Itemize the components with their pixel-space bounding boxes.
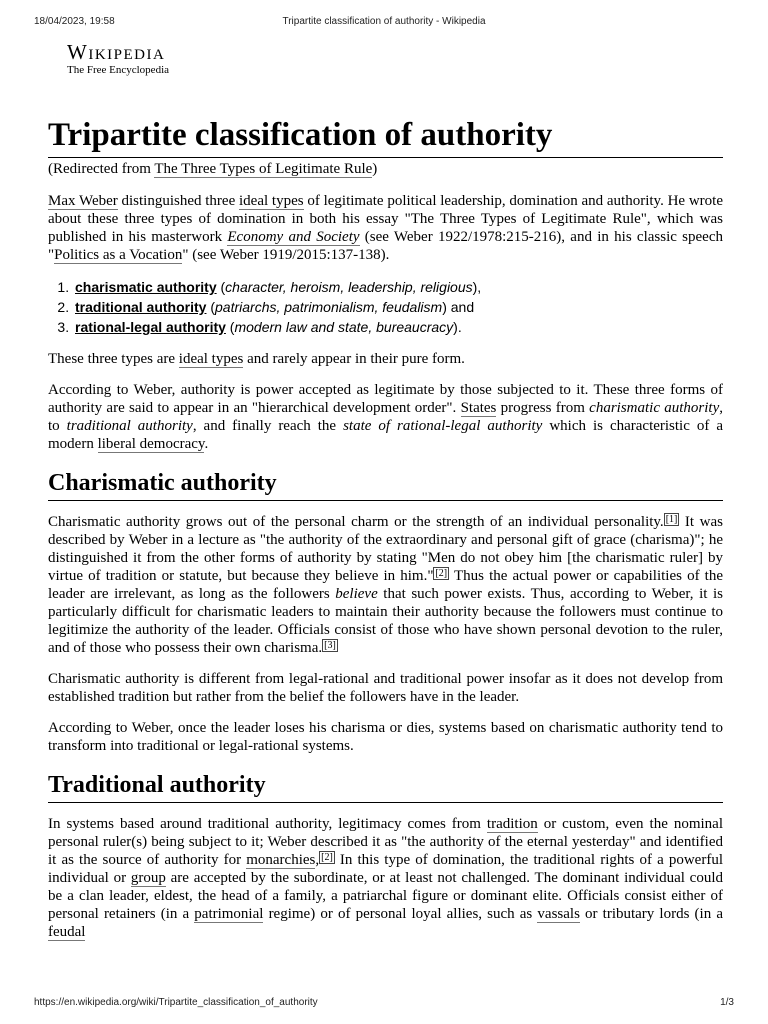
list-item — [73, 277, 723, 297]
redirect-notice — [48, 160, 723, 178]
ideal-types-paragraph — [48, 350, 723, 368]
redirect-suffix: ) — [372, 161, 378, 177]
states-link[interactable]: States — [460, 400, 497, 416]
reference-2[interactable]: [2] — [435, 568, 448, 579]
emphasis: traditional authority — [66, 418, 193, 434]
list-description: modern law and state, bureaucracy — [234, 319, 454, 335]
intro-text: " (see Weber 1919/2015:137-138). — [182, 247, 390, 263]
paragraph-text: Thus the actual power or capabilities of the leader are irrelevant, as long as the followers — [48, 568, 723, 602]
paragraph-text: are accepted by the subordinate, or at least not challenged. The dominant individual could be a clan leader, eldest, the head of a family, a patriarchal figure or dominant elite. Officials consist either of personal retainers (in a — [48, 870, 723, 922]
rational-legal-authority-link[interactable]: rational-legal authority — [75, 319, 226, 335]
list-item — [73, 297, 723, 317]
feudal-link[interactable]: feudal — [48, 924, 86, 940]
list-text: ( — [216, 279, 226, 295]
ideal-types-link[interactable]: ideal types — [178, 351, 244, 367]
authority-types-list — [48, 277, 723, 337]
emphasis: charismatic authority — [589, 400, 720, 416]
section-heading-charismatic: Charismatic authority — [48, 468, 723, 501]
paragraph-text: progress from — [496, 400, 590, 416]
article-body — [48, 114, 723, 954]
paragraph-text: . — [204, 436, 209, 452]
print-datetime: 18/04/2023, 19:58 — [34, 16, 115, 27]
economy-and-society-link[interactable]: Economy and Society — [227, 229, 360, 245]
monarchies-link[interactable]: monarchies — [246, 852, 316, 868]
list-item — [73, 317, 723, 337]
intro-text: of legitimate political leadership, domination and authority. He wrote about these three types of domination in both his essay "The Three Types of Legitimate Rule", which was published in his masterwork — [48, 193, 723, 245]
list-text: ). — [453, 319, 462, 335]
list-description: patriarchs, patrimonialism, feudalism — [215, 299, 443, 315]
intro-text: (see Weber 1922/1978:215-216), and in his classic speech " — [48, 229, 723, 263]
list-text: ( — [225, 319, 235, 335]
paragraph-text: and rarely appear in their pure form. — [243, 351, 465, 367]
politics-as-a-vocation-link[interactable]: Politics as a Vocation — [54, 247, 183, 263]
print-page-title: Tripartite classification of authority - Wikipedia — [282, 16, 486, 27]
list-description: character, heroism, leadership, religious — [225, 279, 473, 295]
charismatic-authority-link[interactable]: charismatic authority — [75, 279, 217, 295]
redirect-link[interactable]: The Three Types of Legitimate Rule — [154, 161, 373, 177]
logo-wordmark: Wikipedia — [67, 40, 166, 64]
paragraph-text: , to — [48, 400, 724, 434]
reference-2[interactable]: [2] — [321, 852, 333, 863]
weber-definition-paragraph — [48, 381, 723, 453]
ideal-types-link[interactable]: ideal types — [239, 193, 304, 209]
paragraph-text: that such power exists. Thus, according to Weber, it is particularly difficult for charismatic leaders to maintain their authority because the followers must continue to legitimize the authority of the leader. Officials consist of those who have shown personal devotion to the ruler, and of those who possess their own charisma. — [48, 586, 723, 656]
paragraph-text: or custom, even the nominal personal ruler(s) being subject to it; Weber described it as "the authority of the eternal yesterday" and identified it as the source of authority for — [48, 816, 723, 868]
paragraph-text: regime) or of personal loyal allies, such as — [263, 906, 538, 922]
intro-paragraph — [48, 192, 723, 264]
tradition-link[interactable]: tradition — [486, 816, 538, 832]
page-title: Tripartite classification of authority — [48, 114, 723, 158]
max-weber-link[interactable]: Max Weber — [48, 193, 118, 209]
paragraph-text: In this type of domination, the traditional rights of a powerful individual or — [48, 852, 723, 886]
list-text: ( — [206, 299, 216, 315]
paragraph-text: These three types are — [48, 351, 179, 367]
wikipedia-logo[interactable] — [67, 41, 169, 77]
vassals-link[interactable]: vassals — [537, 906, 580, 922]
patrimonial-link[interactable]: patrimonial — [194, 906, 264, 922]
paragraph-text: In systems based around traditional authority, legitimacy comes from — [48, 816, 487, 832]
charismatic-paragraph-1 — [48, 513, 723, 657]
paragraph-text: According to Weber, authority is power accepted as legitimate by those subjected to it. These three forms of authority are said to appear in an "hierarchical development order". — [48, 382, 723, 416]
intro-text: distinguished three — [117, 193, 240, 209]
print-page-number: 1/3 — [720, 997, 734, 1008]
traditional-paragraph-1 — [48, 815, 723, 941]
redirect-prefix: (Redirected from — [48, 161, 155, 177]
paragraph-text: , and finally reach the — [192, 418, 344, 434]
liberal-democracy-link[interactable]: liberal democracy — [97, 436, 205, 452]
reference-3[interactable]: [3] — [324, 640, 336, 651]
emphasis: state of rational-legal authority — [343, 418, 543, 434]
charismatic-paragraph-2: Charismatic authority is different from legal-rational and traditional power insofar as it does not develop from established tradition but rather from the belief the followers have in the leader. — [48, 671, 723, 705]
list-text: ), — [472, 279, 482, 295]
logo-tagline: The Free Encyclopedia — [67, 64, 170, 76]
print-url: https://en.wikipedia.org/wiki/Tripartite_classification_of_authority — [34, 997, 318, 1008]
paragraph-text: , — [315, 852, 320, 868]
traditional-authority-link[interactable]: traditional authority — [75, 299, 207, 315]
charismatic-paragraph-3: According to Weber, once the leader loses his charisma or dies, systems based on charismatic authority tend to transform into traditional or legal-rational systems. — [48, 720, 723, 754]
paragraph-text: It was described by Weber in a lecture as "the authority of the extraordinary and personal gift of grace (charisma)"; he distinguished it from the other forms of authority by stating "Men do not obey him [the charismatic ruler] by virtue of tradition or statute, but because they believe in him." — [48, 514, 723, 584]
list-text: ) and — [442, 299, 475, 315]
reference-1[interactable]: [1] — [665, 514, 678, 525]
paragraph-text: which is characteristic of a modern — [48, 418, 723, 452]
section-heading-traditional: Traditional authority — [48, 770, 723, 803]
paragraph-text: Charismatic authority grows out of the personal charm or the strength of an individual personality. — [48, 514, 664, 530]
paragraph-text: or tributary lords (in a — [579, 906, 723, 922]
emphasis: believe — [335, 586, 378, 602]
group-link[interactable]: group — [130, 870, 166, 886]
